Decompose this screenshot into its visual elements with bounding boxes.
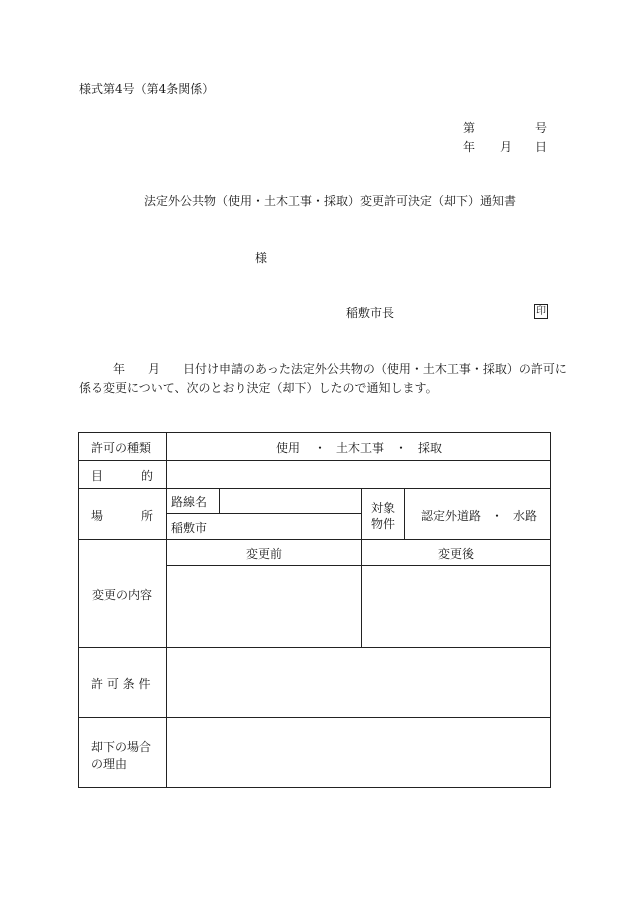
table-border-top (78, 432, 551, 433)
city-name: 稲敷市 (171, 521, 208, 535)
location-label-1: 場 (91, 509, 104, 523)
option-separator: ・ (491, 509, 504, 523)
body-year: 年 (113, 362, 126, 376)
body-line1: 日付け申請のあった法定外公共物の（使用・土木工事・採取）の許可に (183, 362, 567, 376)
col-line (404, 488, 405, 539)
permit-conditions-label: 許 可 条 件 (91, 677, 151, 691)
issuer: 稲敷市長 (346, 306, 395, 320)
permit-type-label: 許可の種類 (91, 441, 152, 455)
option-separator: ・ (395, 441, 408, 455)
document-title: 法定外公共物（使用・土木工事・採取）変更許可決定（却下）通知書 (144, 194, 517, 208)
date-year: 年 (463, 140, 476, 154)
row-line (78, 460, 551, 461)
option-use: 使用 (276, 441, 301, 455)
body-line2: 係る変更について、次のとおり決定（却下）したので通知します。 (79, 381, 438, 395)
location-label-2: 所 (141, 509, 154, 523)
permit-table (78, 432, 551, 788)
rejection-reason-label-1: 却下の場合 (91, 740, 152, 754)
target-label-1: 対象 (371, 501, 396, 515)
date-day: 日 (535, 140, 548, 154)
addressee-suffix: 様 (255, 251, 268, 265)
row-line (78, 539, 551, 540)
col-line (219, 488, 220, 514)
form-label: 様式第4号（第4条関係） (79, 82, 215, 96)
body-month: 月 (148, 362, 161, 376)
row-line (78, 647, 551, 648)
option-extraction: 採取 (418, 441, 443, 455)
option-waterway: 水路 (513, 509, 538, 523)
option-unrecognized-road: 認定外道路 (421, 509, 482, 523)
row-line (166, 565, 551, 566)
option-civil-works: 土木工事 (336, 441, 385, 455)
col-line (361, 488, 362, 647)
number-suffix: 号 (535, 121, 548, 135)
row-line (166, 513, 361, 514)
row-line (78, 717, 551, 718)
col-line (166, 432, 167, 788)
after-change-label: 変更後 (438, 547, 475, 561)
purpose-label-2: 的 (141, 469, 154, 483)
before-change-label: 変更前 (246, 547, 283, 561)
purpose-label-1: 目 (91, 469, 104, 483)
seal-mark: 印 (536, 306, 546, 317)
table-border-left (78, 432, 79, 788)
number-prefix: 第 (463, 121, 476, 135)
table-border-bottom (78, 787, 551, 788)
table-border-right (550, 432, 551, 788)
route-name-label: 路線名 (171, 495, 208, 509)
rejection-reason-label-2: の理由 (91, 757, 128, 771)
row-line (78, 488, 551, 489)
target-label-2: 物件 (371, 517, 396, 531)
date-month: 月 (500, 140, 513, 154)
option-separator: ・ (314, 441, 327, 455)
change-content-label: 変更の内容 (92, 588, 153, 602)
